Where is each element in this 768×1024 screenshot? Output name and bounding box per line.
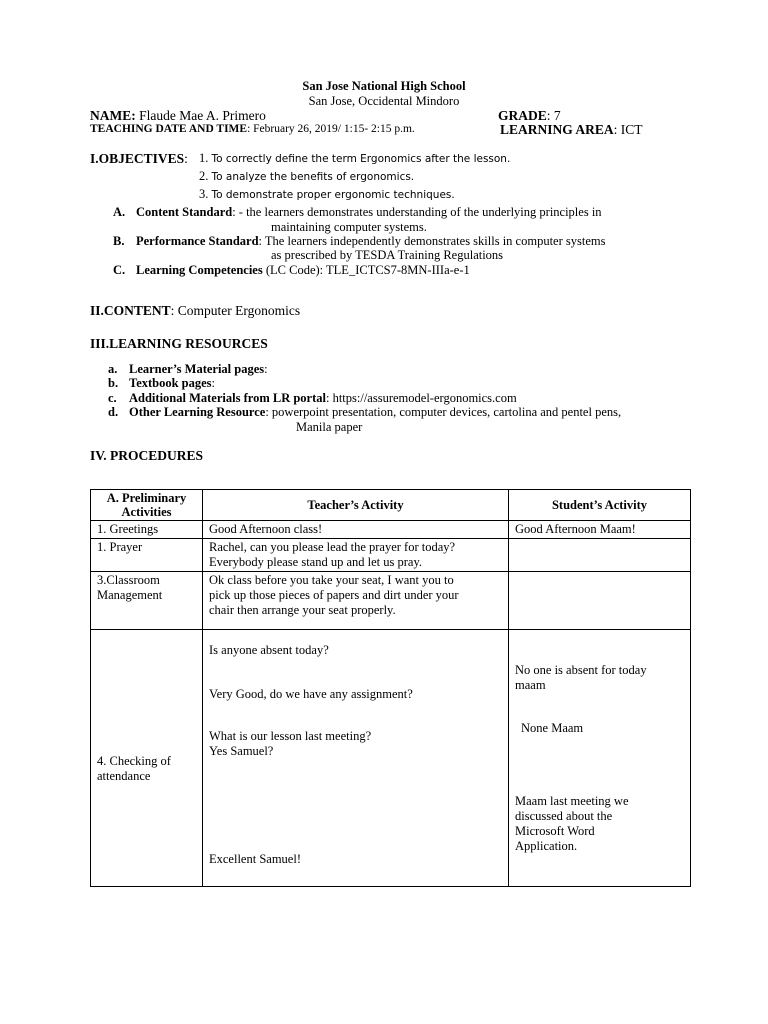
objective-text: To demonstrate proper ergonomic techniques. [211, 189, 455, 201]
student-line: Maam last meeting we discussed about the Microsoft Word Application. [515, 794, 629, 853]
resource-label: Learner’s Material pages [129, 362, 265, 376]
teacher-line: Excellent Samuel! [209, 852, 301, 866]
resource-text: : [264, 362, 268, 376]
standard-text: (LC Code): TLE_ICTCS7-8MN-IIIa-e-1 [262, 263, 470, 277]
objective-number: 3. [199, 187, 209, 201]
standard-label: Performance Standard [136, 234, 259, 248]
resource-text: : https://assuremodel-ergonomics.com [325, 391, 517, 405]
student-cell: Good Afternoon Maam! [509, 521, 691, 539]
resource-label: Other Learning Resource [129, 405, 266, 419]
resource-letter: d. [108, 405, 119, 419]
standard-line [136, 263, 470, 278]
resource-label: Textbook pages [129, 376, 212, 390]
resource-text: : [211, 376, 216, 390]
school-location: San Jose, Occidental Mindoro [308, 94, 460, 108]
learning-area-line [500, 122, 643, 137]
student-cell [509, 630, 691, 887]
resources-heading: III.LEARNING RESOURCES [90, 336, 268, 351]
teacher-cell [203, 630, 509, 887]
resource-letter: a. [108, 362, 118, 376]
teacher-cell: Ok class before you take your seat, I want you to pick up those pieces of papers and dirt under your chair then arrange your seat properly. [203, 572, 509, 630]
student-line: None Maam [521, 721, 584, 735]
standard-line [136, 234, 605, 249]
resource-text-cont: Manila paper [296, 420, 363, 434]
date-label: TEACHING DATE AND TIME [90, 123, 248, 135]
grade-line [498, 108, 561, 123]
standard-line [136, 205, 602, 220]
resource-label: Additional Materials from LR portal [129, 391, 326, 405]
objectives-heading-line [90, 151, 188, 166]
standard-letter: B. [113, 234, 125, 248]
name-value: Flaude Mae A. Primero [139, 108, 266, 123]
school-name: San Jose National High School [302, 79, 466, 93]
standard-letter: A. [113, 205, 126, 219]
standard-letter: C. [113, 263, 126, 277]
table-row [91, 521, 691, 539]
activity-cell: 1. Prayer [91, 539, 203, 572]
teacher-line: What is our lesson last meeting? Yes Samuel? [209, 729, 372, 758]
objective-item [199, 187, 455, 203]
objective-number: 1. [199, 151, 209, 165]
table-header-row [91, 490, 691, 521]
objectives-heading: I.OBJECTIVES [90, 151, 185, 166]
standard-text: : - the learners demonstrates understanding of the underlying principles in [232, 205, 602, 219]
table-row [91, 572, 691, 630]
content-line [90, 303, 300, 318]
date-line [90, 122, 415, 137]
teacher-cell: Good Afternoon class! [203, 521, 509, 539]
teacher-line: Very Good, do we have any assignment? [209, 687, 413, 701]
procedures-heading: IV. PROCEDURES [90, 448, 204, 463]
content-heading: II.CONTENT [90, 303, 171, 318]
name-line [90, 108, 266, 123]
objective-number: 2. [199, 169, 209, 183]
student-cell [509, 572, 691, 630]
standard-text-cont: maintaining computer systems. [271, 220, 427, 234]
resource-line [129, 391, 517, 406]
objectives-colon: : [184, 151, 188, 166]
resource-letter: c. [108, 391, 117, 405]
learning-area-label: LEARNING AREA [500, 122, 614, 137]
standard-label: Content Standard [136, 205, 233, 219]
student-line: No one is absent for today maam [515, 663, 647, 692]
content-text: : Computer Ergonomics [170, 303, 301, 318]
activity-cell: 3.Classroom Management [91, 572, 203, 630]
objective-item [199, 169, 414, 185]
objective-text: To analyze the benefits of ergonomics. [211, 171, 415, 183]
header-student: Student’s Activity [509, 490, 691, 521]
grade-value: : 7 [546, 108, 561, 123]
resource-text: : powerpoint presentation, computer devices, cartolina and pentel pens, [265, 405, 622, 419]
teacher-cell: Rachel, can you please lead the prayer for today? Everybody please stand up and let us pray. [203, 539, 509, 572]
name-label: NAME: [90, 108, 136, 123]
table-row [91, 539, 691, 572]
objective-item [199, 151, 510, 167]
procedures-table [90, 489, 691, 887]
learning-area-value: : ICT [613, 122, 643, 137]
objective-text: To correctly define the term Ergonomics after the lesson. [211, 153, 511, 165]
date-value: : February 26, 2019/ 1:15- 2:15 p.m. [247, 123, 415, 135]
teacher-line: Is anyone absent today? [209, 643, 329, 657]
student-cell [509, 539, 691, 572]
header-teacher: Teacher’s Activity [203, 490, 509, 521]
standard-label: Learning Competencies [136, 263, 263, 277]
standard-text-cont: as prescribed by TESDA Training Regulations [271, 248, 504, 262]
header-preliminary: A. Preliminary Activities [91, 490, 203, 521]
resource-line [129, 376, 215, 391]
attendance-label: 4. Checking of attendance [97, 754, 171, 783]
standard-text: : The learners independently demonstrates skills in computer systems [258, 234, 606, 248]
activity-cell [91, 630, 203, 887]
activity-cell: 1. Greetings [91, 521, 203, 539]
resource-line [129, 405, 621, 420]
grade-label: GRADE [498, 108, 547, 123]
resource-line [129, 362, 268, 377]
resource-letter: b. [108, 376, 119, 390]
table-row-attendance [91, 630, 691, 887]
